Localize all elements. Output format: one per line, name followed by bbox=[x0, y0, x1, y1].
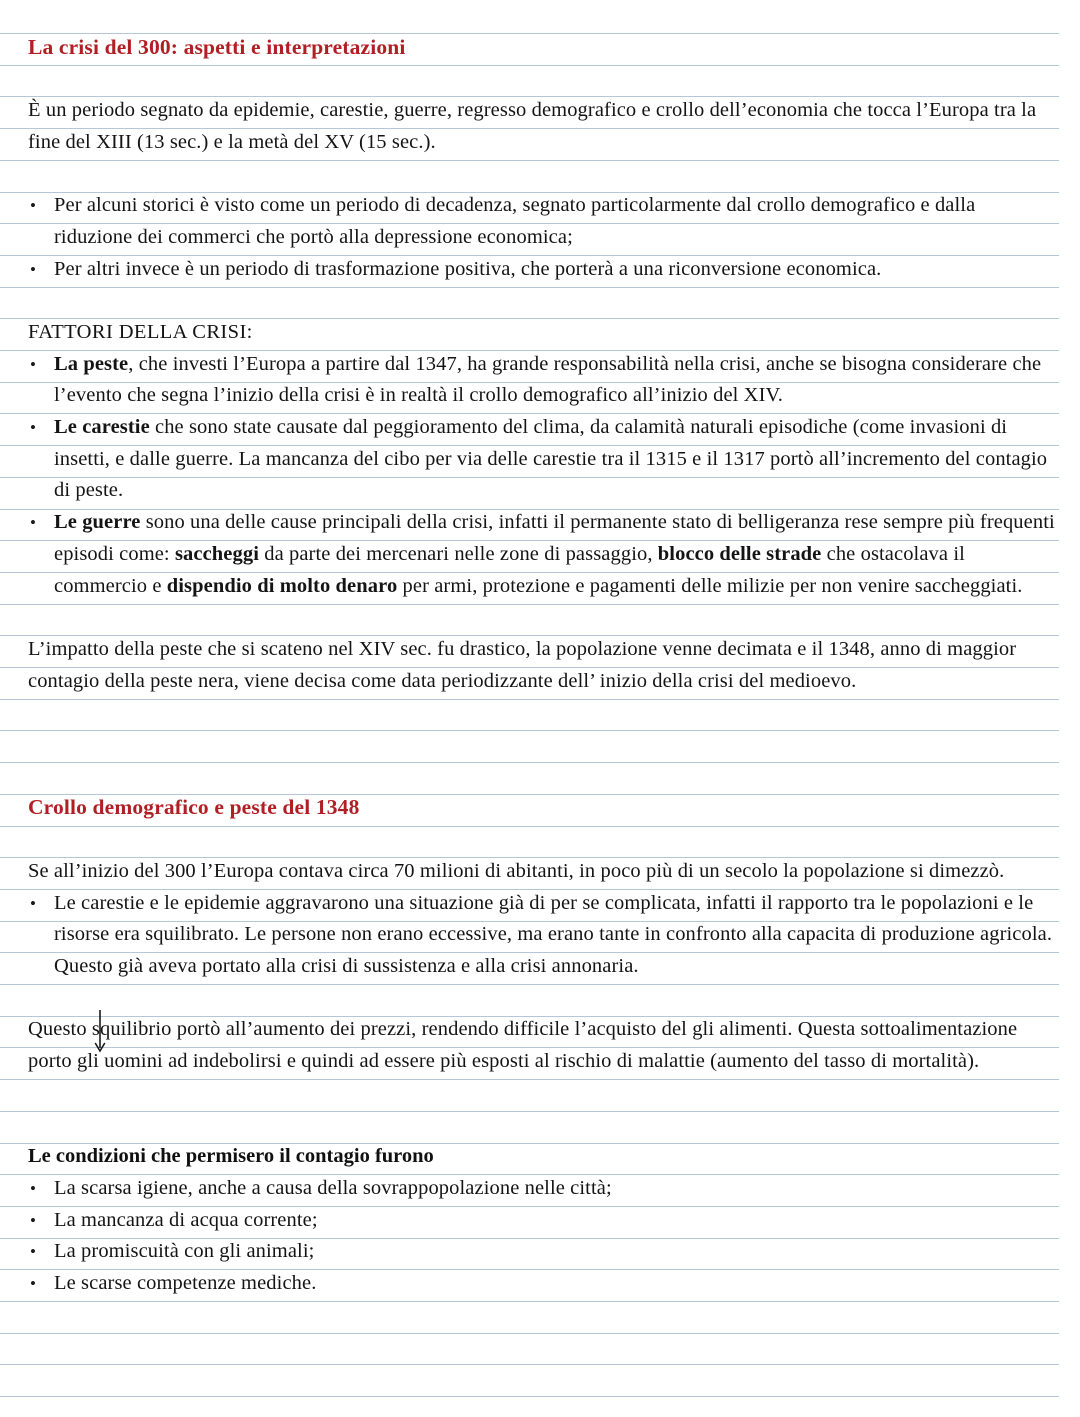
list-item-text bbox=[54, 416, 1047, 501]
rule-line bbox=[0, 1396, 1059, 1397]
section-gap bbox=[28, 697, 1058, 792]
list-item-text: La mancanza di acqua corrente; bbox=[54, 1208, 318, 1231]
factor-lead: Le guerre bbox=[54, 511, 141, 534]
list-item-text bbox=[54, 353, 1041, 407]
top-spacer bbox=[28, 0, 1058, 32]
bullet-icon: • bbox=[30, 259, 36, 279]
bullet-icon: • bbox=[30, 513, 36, 533]
list-item-text: Le carestie e le epidemie aggravarono una situazione già di per se complicata, infatti il rapporto tra le popolazioni e le risorse era squilibrato. Le persone non erano eccessive, ma erano tante in confronto alla capacita di produzione agricola. Questo già aveva portato alla crisi di sussistenza e alla crisi annonaria. bbox=[54, 891, 1053, 977]
factor-lead: La peste bbox=[54, 352, 129, 375]
section-heading-crisi-300: La crisi del 300: aspetti e interpretazioni bbox=[28, 34, 406, 59]
spacer bbox=[28, 63, 1058, 95]
spacer bbox=[28, 983, 1058, 1015]
list-item bbox=[28, 1236, 1058, 1268]
bullet-icon: • bbox=[30, 1178, 36, 1198]
factor-lead: Le carestie bbox=[54, 416, 150, 439]
factors-list bbox=[28, 349, 1058, 603]
rule-line bbox=[0, 1333, 1059, 1334]
bullet-icon: • bbox=[30, 1273, 36, 1293]
intro-paragraph-crollo: Se all’inizio del 300 l’Europa contava circa 70 milioni di abitanti, in poco più di un secolo la popolazione si dimezzò. bbox=[28, 859, 1005, 882]
guerre-part1: sono una delle cause principali della crisi, infatti il permanente stato di belligeranza rese sempre più frequenti episodi come: bbox=[54, 511, 1055, 565]
list-item-text bbox=[54, 511, 1055, 596]
list-item bbox=[28, 888, 1058, 983]
list-item bbox=[28, 507, 1058, 602]
guerre-part2: da parte dei mercenari nelle zone di passaggio, bbox=[259, 542, 658, 565]
list-item bbox=[28, 254, 1058, 286]
list-item bbox=[28, 1205, 1058, 1237]
guerre-bold3: dispendio di molto denaro bbox=[166, 574, 398, 597]
rule-line bbox=[0, 1301, 1059, 1302]
intro-paragraph-crisi: È un periodo segnato da epidemie, carestie, guerre, regresso demografico e crollo dell’economia che tocca l’Europa tra la fine del XIII (13 sec.) e la metà del XV (15 sec.). bbox=[28, 99, 1037, 153]
guerre-bold1: saccheggi bbox=[174, 542, 259, 565]
list-item-text: Per alcuni storici è visto come un periodo di decadenza, segnato particolarmente dal crollo demografico e dalla riduzione dei commerci che portò alla depressione economica; bbox=[54, 194, 976, 248]
section-gap bbox=[28, 1078, 1058, 1141]
list-item bbox=[28, 1268, 1058, 1300]
interpretations-list bbox=[28, 190, 1058, 285]
factors-label: FATTORI DELLA CRISI: bbox=[28, 320, 253, 343]
list-item-text: Per altri invece è un periodo di trasformazione positiva, che porterà a una riconversione economica. bbox=[54, 257, 882, 280]
crollo-bullet-list bbox=[28, 888, 1058, 983]
bullet-icon: • bbox=[30, 893, 36, 913]
bullet-icon: • bbox=[30, 354, 36, 374]
factor-rest: che sono state causate dal peggioramento del clima, da calamità naturali episodiche (come invasioni di insetti, e dalle guerre. La mancanza del cibo per via delle carestie tra il 1315 e il 1317 portò all’incremento del contagio di peste. bbox=[54, 416, 1048, 502]
conditions-list bbox=[28, 1173, 1058, 1300]
list-item-text: Le scarse competenze mediche. bbox=[54, 1271, 317, 1294]
squilibrio-paragraph: Questo squilibrio portò all’aumento dei prezzi, rendendo difficile l’acquisto del gli alimenti. Questa sottoalimentazione porto gli uomini ad indebolirsi e quindi ad essere più esposti al rischio di malattie (aumento del tasso di mortalità). bbox=[28, 1018, 1018, 1073]
list-item bbox=[28, 190, 1058, 253]
bullet-icon: • bbox=[30, 418, 36, 438]
factor-rest: , che investi l’Europa a partire dal 1347, ha grande responsabilità nella crisi, anche se bisogna considerare che l’evento che segna l’inizio della crisi è in realtà il crollo demografico all’inizio del XIV. bbox=[54, 352, 1042, 407]
spacer bbox=[28, 158, 1058, 190]
spacer bbox=[28, 602, 1058, 634]
list-item bbox=[28, 1173, 1058, 1205]
list-item bbox=[28, 349, 1058, 412]
section-heading-crollo-demografico: Crollo demografico e peste del 1348 bbox=[28, 795, 360, 820]
list-item-text: La scarsa igiene, anche a causa della sovrappopolazione nelle città; bbox=[54, 1176, 612, 1199]
bullet-icon: • bbox=[30, 196, 36, 216]
bullet-icon: • bbox=[30, 1242, 36, 1262]
guerre-part4: per armi, protezione e pagamenti delle milizie per non venire saccheggiati. bbox=[397, 574, 1023, 597]
guerre-part3: che ostacolava il commercio e bbox=[54, 542, 965, 597]
rule-line bbox=[0, 1364, 1059, 1365]
bullet-icon: • bbox=[30, 1210, 36, 1230]
spacer bbox=[28, 285, 1058, 317]
guerre-bold2: blocco delle strade bbox=[657, 542, 822, 565]
closing-paragraph-crisi: L’impatto della peste che si scateno nel XIV sec. fu drastico, la popolazione venne decimata e il 1348, anno di maggior contagio della peste nera, viene decisa come data periodizzante dell’ inizio della crisi del medioevo. bbox=[28, 637, 1017, 692]
spacer bbox=[28, 824, 1058, 856]
list-item bbox=[28, 412, 1058, 507]
list-item-text: La promiscuità con gli animali; bbox=[54, 1240, 315, 1263]
conditions-heading: Le condizioni che permisero il contagio furono bbox=[28, 1145, 434, 1168]
